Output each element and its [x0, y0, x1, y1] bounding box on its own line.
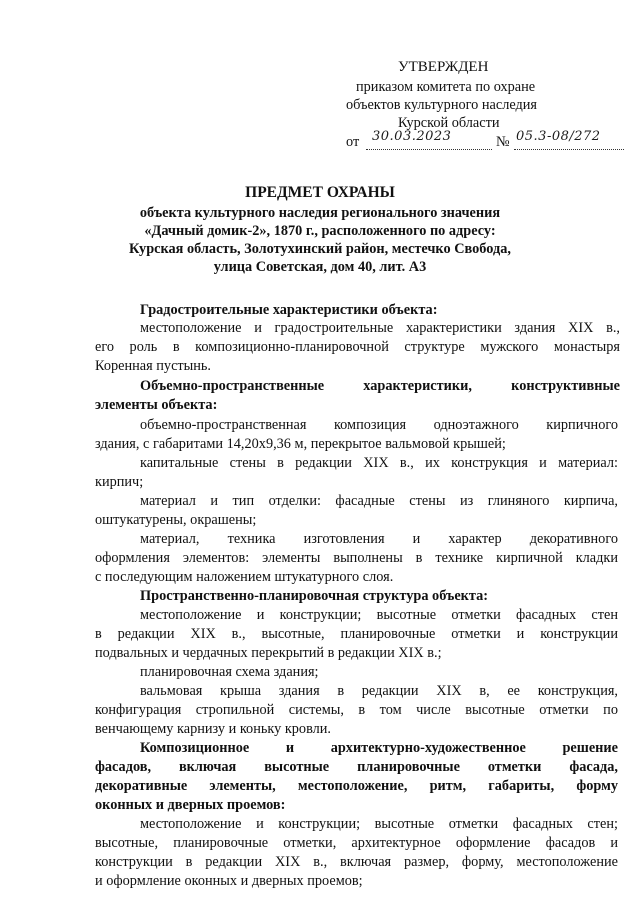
paragraph-line: оштукатурены, окрашены; — [95, 512, 257, 528]
paragraph-line: кирпич; — [95, 474, 144, 490]
approval-line-2: объектов культурного наследия — [346, 97, 537, 113]
paragraph-line: конфигурация стропильной системы, в том числе высотные отметки по — [95, 702, 618, 718]
section-heading-volume-cont: элементы объекта: — [95, 397, 218, 413]
paragraph-line: и оформление оконных и дверных проемов; — [95, 873, 363, 889]
section-heading-facades-cont: фасадов, включая высотные планировочные отметки фасада, — [95, 759, 618, 775]
subtitle-line-2: «Дачный домик-2», 1870 г., расположенного по адресу: — [144, 223, 496, 239]
date-field — [366, 129, 494, 151]
paragraph-line: высотные, планировочные отметки, архитектурное оформление фасадов и — [95, 835, 618, 851]
date-prefix: от — [346, 134, 360, 150]
approval-line-3: Курской области — [398, 115, 500, 131]
subtitle-line-4: улица Советская, дом 40, лит. А3 — [213, 259, 427, 275]
approval-line-1: приказом комитета по охране — [356, 79, 536, 95]
paragraph-line: планировочная схема здания; — [140, 664, 319, 680]
number-prefix: № — [496, 134, 510, 150]
section-heading-urban: Градостроительные характеристики объекта: — [140, 302, 438, 318]
subtitle-line-3: Курская область, Золотухинский район, местечко Свобода, — [129, 241, 511, 257]
paragraph-line: здания, с габаритами 14,20х9,36 м, перекрытое вальмовой крышей; — [95, 436, 506, 452]
number-field — [514, 129, 628, 151]
paragraph-line: оформления элементов: элементы выполнены в технике кирпичной кладки — [95, 550, 618, 566]
paragraph-line: местоположение и градостроительные характеристики здания XIX в., — [140, 320, 620, 336]
paragraph-line: материал и тип отделки: фасадные стены из глиняного кирпича, — [140, 493, 618, 509]
paragraph-line: капитальные стены в редакции XIX в., их конструкция и материал: — [140, 455, 618, 471]
section-heading-spatial: Пространственно-планировочная структура объекта: — [140, 588, 489, 604]
handwritten-number: 05.3-08/272 — [516, 129, 601, 144]
paragraph-line: вальмовая крыша здания в редакции XIX в, ее конструкция, — [140, 683, 618, 699]
paragraph-line: местоположение и конструкции; высотные отметки фасадных стен; — [140, 816, 618, 832]
section-heading-volume: Объемно-пространственные характеристики, конструктивные — [140, 378, 620, 394]
subtitle-line-1: объекта культурного наследия регионального значения — [139, 205, 501, 221]
paragraph-line: в редакции XIX в., высотные, планировочные отметки и конструкции — [95, 626, 618, 642]
handwritten-date: 30.03.2023 — [372, 129, 452, 144]
paragraph-line: с последующим наложением штукатурного слоя. — [95, 569, 394, 585]
paragraph-line: Коренная пустынь. — [95, 358, 212, 374]
section-heading-facades-cont: оконных и дверных проемов: — [95, 797, 286, 813]
paragraph-line: объемно-пространственная композиция одноэтажного кирпичного — [140, 417, 618, 433]
section-heading-facades: Композиционное и архитектурно-художественное решение — [140, 740, 618, 756]
paragraph-line: венчающему карнизу и коньку кровли. — [95, 721, 331, 737]
paragraph-line: материал, техника изготовления и характер декоративного — [140, 531, 618, 547]
document-title: ПРЕДМЕТ ОХРАНЫ — [245, 184, 395, 201]
paragraph-line: подвальных и чердачных перекрытий в редакции XIX в.; — [95, 645, 442, 661]
approval-title: УТВЕРЖДЕН — [398, 59, 489, 75]
paragraph-line: его роль в композиционно-планировочной структуре мужского монастыря — [95, 339, 620, 355]
section-heading-facades-cont: декоративные элементы, местоположение, ритм, габариты, форму — [95, 778, 618, 794]
paragraph-line: местоположение и конструкции; высотные отметки фасадных стен — [140, 607, 618, 623]
paragraph-line: конструкции в редакции XIX в., включая размер, форму, местоположение — [95, 854, 618, 870]
